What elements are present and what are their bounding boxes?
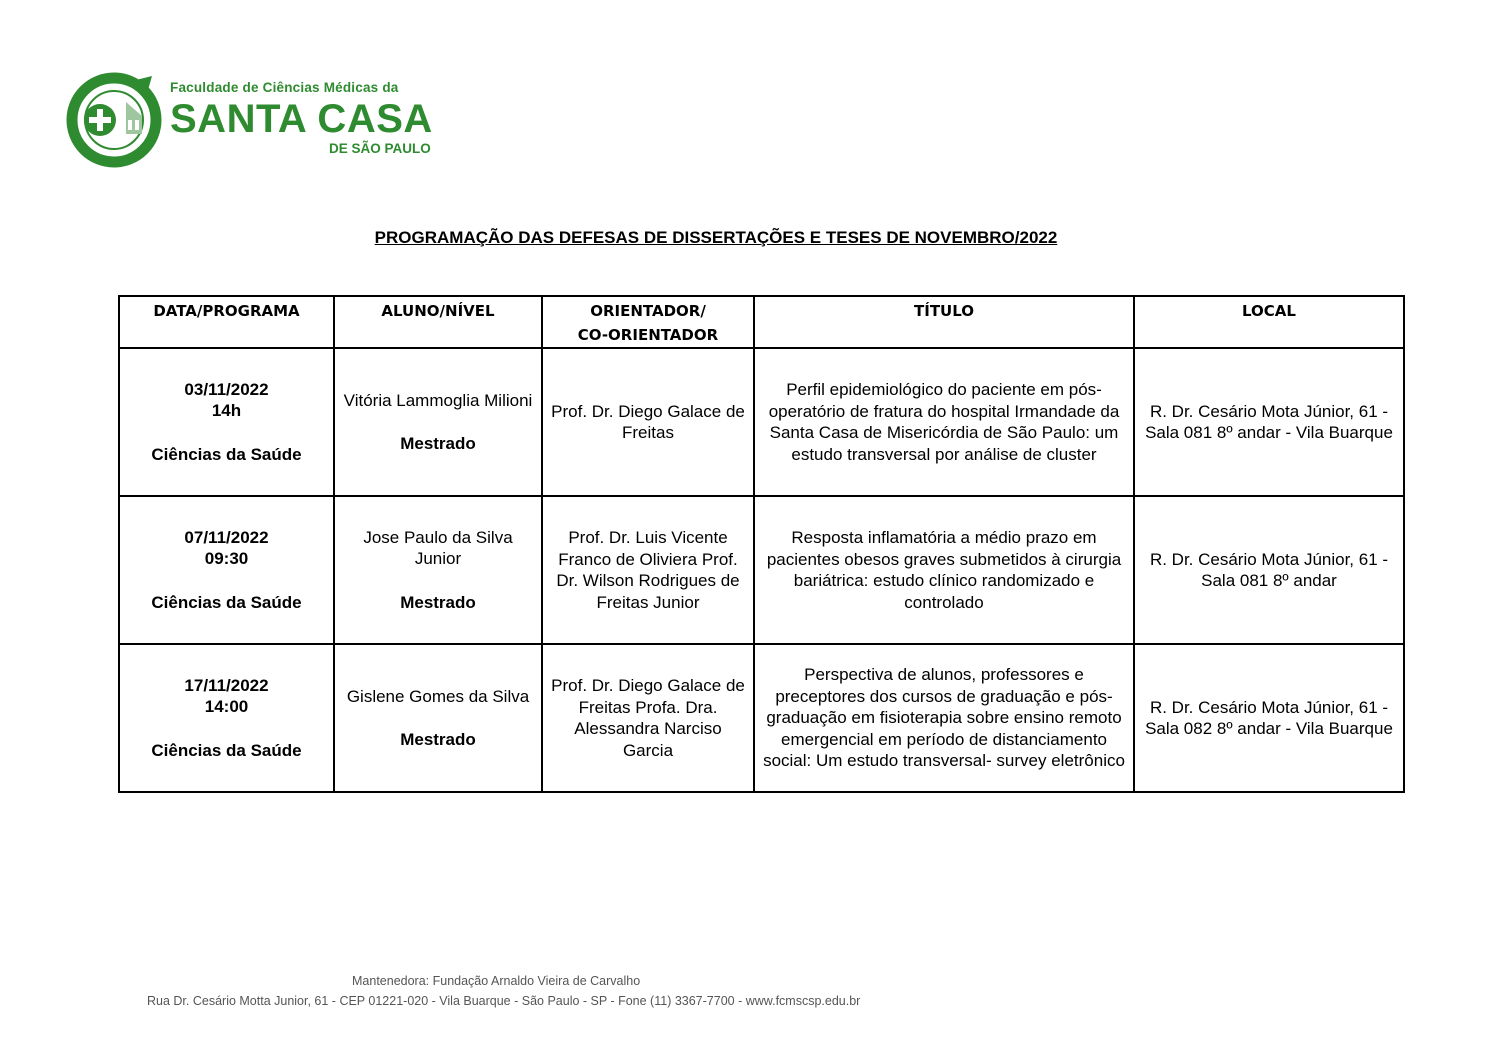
date-program-cell: [119, 348, 334, 496]
date-program-cell: [119, 644, 334, 792]
defense-time: 14h: [211, 401, 242, 421]
student-name: Jose Paulo da Silva Junior: [363, 527, 513, 569]
footer-maintainer: Mantenedora: Fundação Arnaldo Vieira de Carvalho: [352, 974, 641, 988]
header-orientador-line2: CO-ORIENTADOR: [577, 326, 719, 344]
defense-schedule-table: [118, 295, 1405, 793]
table-header-row: [119, 296, 1404, 348]
program-name: Ciências da Saúde: [151, 740, 302, 760]
thesis-title-cell: Resposta inflamatória a médio prazo em pacientes obesos graves submetidos à cirurgia bariátrica: estudo clínico randomizado e controlado: [754, 496, 1134, 644]
degree-level: Mestrado: [400, 592, 476, 612]
program-name: Ciências da Saúde: [151, 444, 302, 464]
degree-level: Mestrado: [400, 434, 476, 453]
location-cell: R. Dr. Cesário Mota Júnior, 61 - Sala 081 8º andar - Vila Buarque: [1134, 348, 1404, 496]
advisor-cell: Prof. Dr. Diego Galace de Freitas Profa. Dra. Alessandra Narciso Garcia: [542, 644, 754, 792]
defense-date: 07/11/2022: [184, 527, 269, 547]
location-cell: R. Dr. Cesário Mota Júnior, 61 - Sala 081 8º andar: [1134, 496, 1404, 644]
student-name: Vitória Lammoglia Milioni: [343, 390, 533, 410]
logo-institution-line: Faculdade de Ciências Médicas da: [170, 80, 399, 95]
header-data-programa: DATA/PROGRAMA: [119, 296, 334, 348]
location-cell: R. Dr. Cesário Mota Júnior, 61 - Sala 082 8º andar - Vila Buarque: [1134, 644, 1404, 792]
thesis-title-cell: Perfil epidemiológico do paciente em pós-operatório de fratura do hospital Irmandade da Santa Casa de Misericórdia de São Paulo: um estudo transversal por análise de cluster: [754, 348, 1134, 496]
table-row: [119, 644, 1404, 792]
header-titulo: TÍTULO: [754, 296, 1134, 348]
santa-casa-emblem-icon: [66, 72, 162, 168]
logo-name: SANTA CASA: [170, 97, 433, 141]
student-name: Gislene Gomes da Silva: [346, 686, 530, 706]
logo-city: DE SÃO PAULO: [329, 141, 431, 156]
header-orientador: [542, 296, 754, 348]
defense-time: 14:00: [204, 697, 249, 717]
thesis-title-cell: Perspectiva de alunos, professores e preceptores dos cursos de graduação e pós-graduação em fisioterapia sobre ensino remoto emergencial em período de distanciamento social: Um estudo transversal- survey eletrônico: [754, 644, 1134, 792]
program-name: Ciências da Saúde: [151, 592, 302, 612]
header-aluno-nivel: ALUNO/NÍVEL: [334, 296, 542, 348]
defense-date: 17/11/2022: [184, 675, 269, 695]
header-orientador-line1: ORIENTADOR/: [590, 302, 706, 320]
advisor-cell: Prof. Dr. Luis Vicente Franco de Oliviera Prof. Dr. Wilson Rodrigues de Freitas Junior: [542, 496, 754, 644]
table-row: [119, 496, 1404, 644]
defense-time: 09:30: [204, 549, 249, 569]
date-program-cell: [119, 496, 334, 644]
degree-level: Mestrado: [400, 730, 476, 749]
advisor-cell: Prof. Dr. Diego Galace de Freitas: [542, 348, 754, 496]
student-level-cell: [334, 644, 542, 792]
header-local: LOCAL: [1134, 296, 1404, 348]
footer-address: Rua Dr. Cesário Motta Junior, 61 - CEP 01221-020 - Vila Buarque - São Paulo - SP - Fone (11) 3367-7700 - www.fcmscsp.edu.br: [147, 994, 861, 1008]
table-row: [119, 348, 1404, 496]
document-title: PROGRAMAÇÃO DAS DEFESAS DE DISSERTAÇÕES E TESES DE NOVEMBRO/2022: [374, 228, 1058, 247]
defense-date: 03/11/2022: [184, 379, 269, 399]
student-level-cell: [334, 348, 542, 496]
student-level-cell: [334, 496, 542, 644]
institution-logo: [66, 72, 433, 168]
